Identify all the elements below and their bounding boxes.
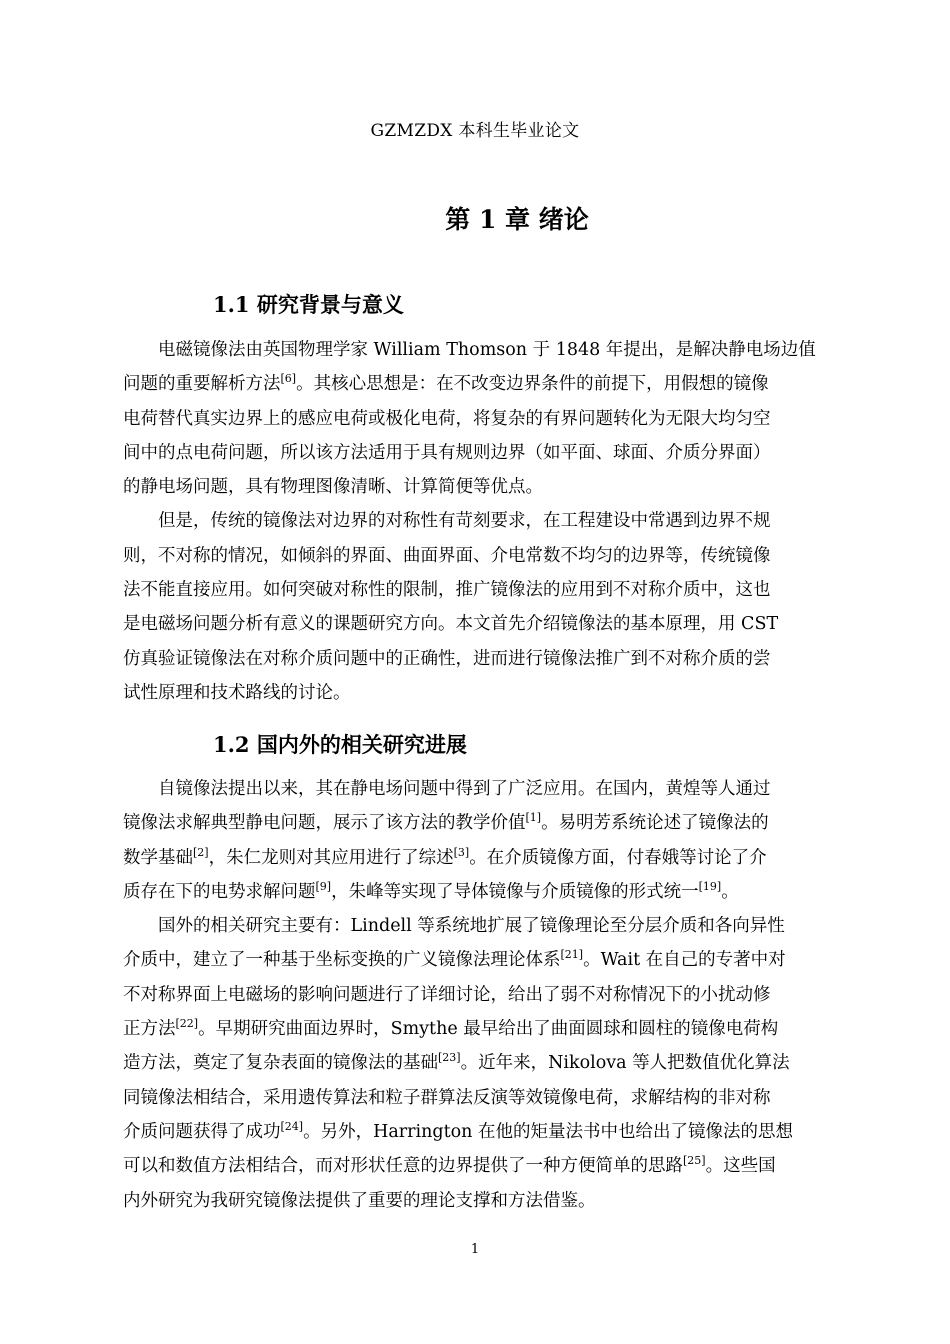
citation: [1] <box>525 811 542 825</box>
text-run: 正方法 <box>123 1019 176 1040</box>
citation: [6] <box>280 372 297 386</box>
text-run: 。这些国 <box>705 1156 776 1177</box>
citation: [25] <box>683 1154 706 1168</box>
text-run: 数学基础 <box>123 847 193 868</box>
text-line: 试性原理和技术路线的讨论。 <box>123 682 351 703</box>
text-run: 。另外，Harrington 在他的矩量法书中也给出了镜像法的思想 <box>303 1121 793 1142</box>
text-run: 可以和数值方法相结合，而对形状任意的边界提供了一种方便简单的思路 <box>123 1156 683 1177</box>
text-line <box>123 841 828 875</box>
text-run: ，朱仁龙则对其应用进行了综述 <box>208 847 454 868</box>
text-run: 。易明芳系统论述了镜像法的 <box>541 813 769 834</box>
text-line: 自镜像法提出以来，其在静电场问题中得到了广泛应用。在国内，黄煌等人通过 <box>158 779 771 799</box>
text-run: 镜像法求解典型静电问题，展示了该方法的教学价值 <box>123 813 526 834</box>
text-run: 。近年来，Nikolova 等人把数值优化算法 <box>460 1053 790 1074</box>
text-line: 但是，传统的镜像法对边界的对称性有苛刻要求，在工程建设中常遇到边界不规 <box>158 511 771 532</box>
text-line: 国外的相关研究主要有：Lindell 等系统地扩展了镜像理论至分层介质和各向异性 <box>158 916 785 937</box>
citation: [2] <box>193 845 209 859</box>
running-header: GZMZDX 本科生毕业论文 <box>370 121 580 141</box>
text-run: 问题的重要解析方法 <box>123 374 281 395</box>
page-number: 1 <box>470 1242 480 1257</box>
text-line: 间中的点电荷问题，所以该方法适用于具有规则边界（如平面、球面、介质分界面） <box>123 442 771 463</box>
text-line: 的静电场问题，具有物理图像清晰、计算简便等优点。 <box>123 477 543 498</box>
text-line <box>123 806 828 840</box>
citation: [9] <box>315 880 332 894</box>
section-1-1-body <box>123 333 828 710</box>
paragraph <box>123 504 828 710</box>
text-run: 造方法，奠定了复杂表面的镜像法的基础 <box>123 1053 438 1074</box>
section-heading-1-2: 1.2 国内外的相关研究进展 <box>213 732 467 757</box>
text-line <box>123 943 828 977</box>
citation: [21] <box>560 948 584 962</box>
text-line: 仿真验证镜像法在对称介质问题中的正确性，进而进行镜像法推广到不对称介质的尝 <box>123 648 771 669</box>
citation: [24] <box>280 1120 304 1134</box>
paragraph <box>123 772 828 909</box>
text-line: 电荷替代真实边界上的感应电荷或极化电荷，将复杂的有界问题转化为无限大均匀空 <box>123 408 771 429</box>
text-run: 。 <box>721 881 739 902</box>
chapter-title: 第 1 章 绪论 <box>445 205 589 234</box>
text-line: 内外研究为我研究镜像法提供了重要的理论支撑和方法借鉴。 <box>123 1190 596 1211</box>
text-line: 同镜像法相结合，采用遗传算法和粒子群算法反演等效镜像电荷，求解结构的非对称 <box>123 1087 771 1108</box>
citation: [19] <box>698 880 722 894</box>
text-line: 则，不对称的情况，如倾斜的界面、曲面界面、介电常数不均匀的边界等，传统镜像 <box>123 545 771 566</box>
text-line <box>123 1012 828 1046</box>
text-run: 。Wait 在自己的专著中对 <box>583 950 786 971</box>
text-line <box>123 1115 828 1149</box>
citation: [3] <box>453 845 470 859</box>
text-line <box>123 1046 828 1080</box>
paragraph <box>123 909 828 1218</box>
text-line: 法不能直接应用。如何突破对称性的限制，推广镜像法的应用到不对称介质中，这也 <box>123 580 771 601</box>
text-line <box>123 1149 828 1183</box>
section-heading-1-1: 1.1 研究背景与意义 <box>213 292 404 317</box>
text-run: ，朱峰等实现了导体镜像与介质镜像的形式统一 <box>331 881 699 902</box>
text-line <box>123 367 828 401</box>
text-run: 质存在下的电势求解问题 <box>123 881 316 902</box>
text-run: 。在介质镜像方面，付春娥等讨论了介 <box>469 847 767 868</box>
text-line: 不对称界面上电磁场的影响问题进行了详细讨论，给出了弱不对称情况下的小扰动修 <box>123 984 771 1005</box>
text-line <box>123 875 828 909</box>
citation: [22] <box>175 1017 199 1031</box>
text-run: 。其核心思想是：在不改变边界条件的前提下，用假想的镜像 <box>296 374 769 395</box>
paragraph <box>123 333 828 504</box>
citation: [23] <box>438 1051 461 1065</box>
text-run: 。早期研究曲面边界时，Smythe 最早给出了曲面圆球和圆柱的镜像电荷构 <box>198 1019 779 1040</box>
text-run: 介质问题获得了成功 <box>123 1121 281 1142</box>
text-line: 是电磁场问题分析有意义的课题研究方向。本文首先介绍镜像法的基本原理，用 CST <box>123 614 779 635</box>
section-1-2-body <box>123 772 828 1218</box>
text-line: 电磁镜像法由英国物理学家 William Thomson 于 1848 年提出，是解决静电场边值 <box>158 340 816 360</box>
text-run: 介质中，建立了一种基于坐标变换的广义镜像法理论体系 <box>123 950 561 971</box>
